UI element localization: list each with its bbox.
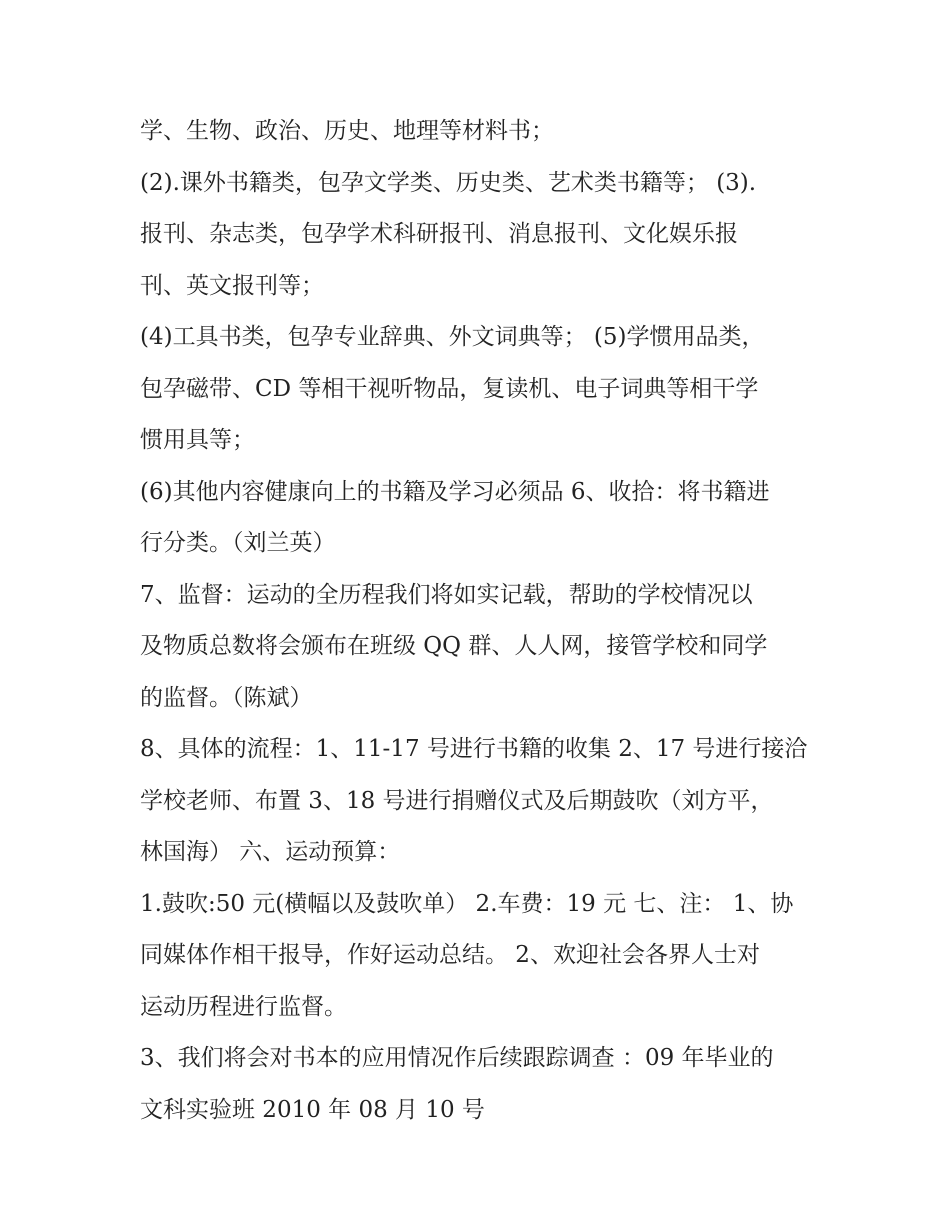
text-line-5: (4)工具书类，包孕专业辞典、外文词典等； (5)学惯用品类，	[140, 324, 765, 350]
document-body	[140, 106, 820, 1136]
text-line-16: 1.鼓吹:50 元(横幅以及鼓吹单） 2.车费：19 元 七、注： 1、协	[140, 890, 794, 917]
text-line-17: 同媒体作相干报导，作好运动总结。 2、欢迎社会各界人士对	[140, 942, 760, 968]
text-line-6: 包孕磁带、CD 等相干视听物品，复读机、电子词典等相干学	[140, 375, 759, 402]
text-line-13: 8、具体的流程：1、11-17 号进行书籍的收集 2、17 号进行接洽	[140, 736, 808, 762]
text-line-20: 文科实验班 2010 年 08 月 10 号	[140, 1096, 485, 1123]
text-line-10: 7、监督：运动的全历程我们将如实记载，帮助的学校情况以	[140, 581, 753, 608]
text-line-14: 学校老师、布置 3、18 号进行捐赠仪式及后期鼓吹（刘方平，	[140, 787, 774, 814]
text-line-19: 3、我们将会对书本的应用情况作后续跟踪调查 ：09 年毕业的	[140, 1045, 774, 1071]
text-line-8: (6)其他内容健康向上的书籍及学习必须品 6、收拾：将书籍进	[140, 478, 770, 505]
text-line-11: 及物质总数将会颁布在班级 QQ 群、人人网，接管学校和同学	[140, 633, 768, 659]
text-line-12: 的监督。（陈斌）	[140, 684, 313, 711]
text-line-15: 林国海） 六、运动预算：	[140, 839, 401, 865]
text-line-7: 惯用具等；	[140, 427, 255, 453]
text-line-2: (2).课外书籍类，包孕文学类、历史类、艺术类书籍等； (3).	[140, 169, 757, 196]
text-line-4: 刊、英文报刊等；	[140, 272, 324, 299]
text-line-3: 报刊、杂志类，包孕学术科研报刊、消息报刊、文化娱乐报	[140, 221, 738, 247]
text-line-18: 运动历程进行监督。	[140, 993, 347, 1020]
text-line-9: 行分类。（刘兰英）	[140, 530, 336, 556]
text-line-1: 学、生物、政治、历史、地理等材料书；	[140, 118, 554, 144]
